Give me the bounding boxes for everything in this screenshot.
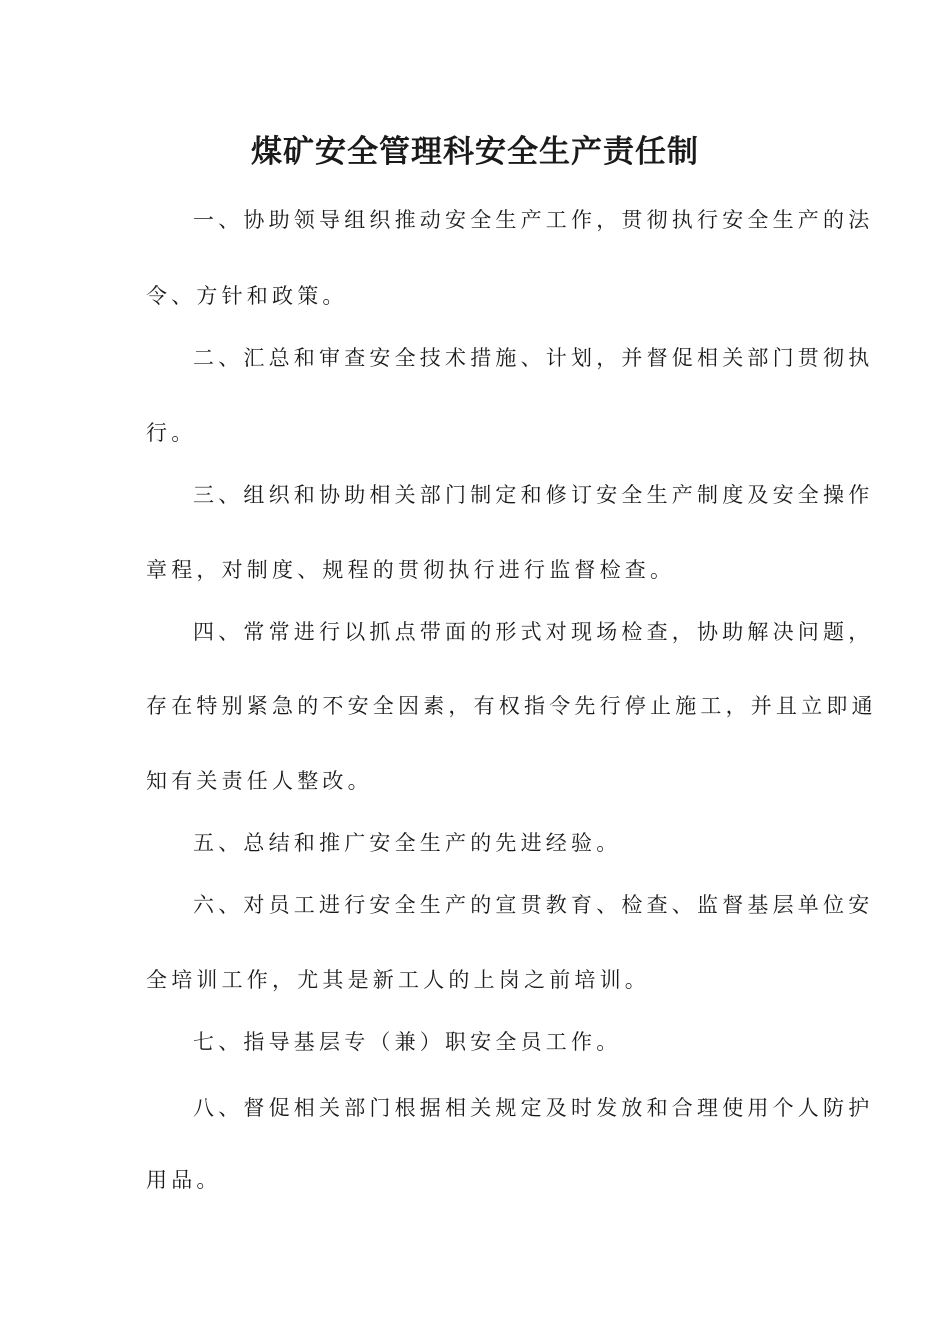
clause-3-line-1: 三、组织和协助相关部门制定和修订安全生产制度及安全操作 (193, 483, 874, 507)
clause-4-line-2: 存在特别紧急的不安全因素，有权指令先行停止施工，并且立即通 (146, 694, 877, 718)
clause-6-line-2: 全培训工作，尤其是新工人的上岗之前培训。 (146, 968, 650, 992)
clause-8-line-1: 八、督促相关部门根据相关规定及时发放和合理使用个人防护 (193, 1096, 874, 1120)
clause-8-line-2: 用品。 (146, 1168, 222, 1192)
clause-1-line-1: 一、协助领导组织推动安全生产工作，贯彻执行安全生产的法 (193, 208, 874, 232)
clause-4-line-3: 知有关责任人整改。 (146, 769, 373, 793)
clause-2-line-2: 行。 (146, 421, 197, 445)
clause-5-line-1: 五、总结和推广安全生产的先进经验。 (193, 831, 622, 855)
clause-6-line-1: 六、对员工进行安全生产的宣贯教育、检查、监督基层单位安 (193, 893, 874, 917)
document-title: 煤矿安全管理科安全生产责任制 (251, 134, 699, 170)
clause-4-line-1: 四、常常进行以抓点带面的形式对现场检查，协助解决问题， (193, 620, 874, 644)
clause-2-line-1: 二、汇总和审查安全技术措施、计划，并督促相关部门贯彻执 (193, 346, 874, 370)
clause-7-line-1: 七、指导基层专（兼）职安全员工作。 (193, 1030, 622, 1054)
clause-1-line-2: 令、方针和政策。 (146, 284, 348, 308)
clause-3-line-2: 章程，对制度、规程的贯彻执行进行监督检查。 (146, 558, 676, 582)
